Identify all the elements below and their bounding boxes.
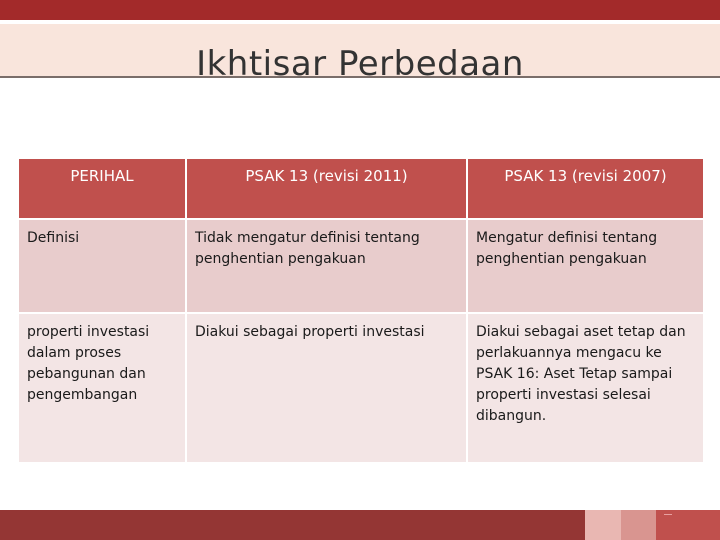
cell-psak-2011: Tidak mengatur definisi tentang penghentian pengakuan [186,219,467,313]
header-perihal: PERIHAL [18,158,186,219]
table-row [18,313,704,463]
footer-mark [664,514,672,519]
cell-psak-2007: Mengatur definisi tentang penghentian pengakuan [467,219,704,313]
comparison-table [17,157,705,464]
table-header-row [18,158,704,219]
footer-block-light [585,510,621,540]
cell-psak-2007: Diakui sebagai aset tetap dan perlakuannya mengacu ke PSAK 16: Aset Tetap sampai properti investasi selesai dibangun. [467,313,704,463]
footer-block-mid [621,510,656,540]
cell-perihal: properti investasi dalam proses pebangunan dan pengembangan [18,313,186,463]
slide-title: Ikhtisar Perbedaan [196,44,524,84]
top-accent-bar [0,0,720,20]
cell-psak-2011: Diakui sebagai properti investasi [186,313,467,463]
table-row [18,219,704,313]
header-psak-2011: PSAK 13 (revisi 2011) [186,158,467,219]
cell-perihal: Definisi [18,219,186,313]
header-psak-2007: PSAK 13 (revisi 2007) [467,158,704,219]
bottom-accent-bar [0,510,585,540]
